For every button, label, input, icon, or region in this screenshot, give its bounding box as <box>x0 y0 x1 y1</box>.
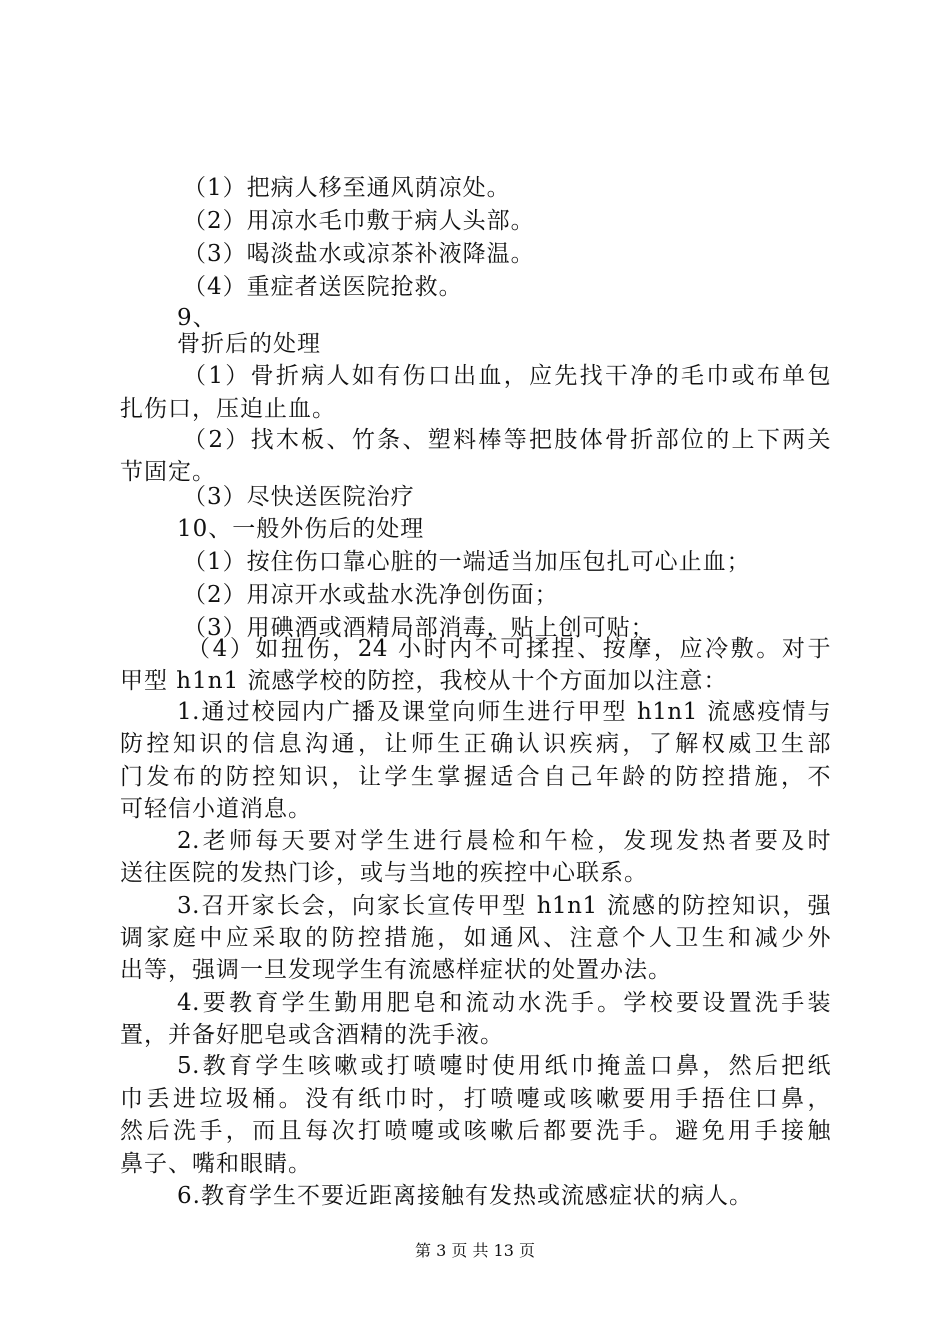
text-line: 送往医院的发热门诊，或与当地的疾控中心联系。 <box>120 860 648 886</box>
text-line: （1）骨折病人如有伤口出血，应先找干净的毛巾或布单包 <box>183 363 831 389</box>
text-line: （3）用碘酒或酒精局部消毒，贴上创可贴； <box>183 615 655 641</box>
text-line: （1）按住伤口靠心脏的一端适当加压包扎可心止血； <box>183 549 751 575</box>
text-line: （4）如扭伤，24 小时内不可揉捏、按摩，应冷敷。对于 <box>187 636 831 662</box>
text-line: 4.要教育学生勤用肥皂和流动水洗手。学校要设置洗手装 <box>177 990 831 1016</box>
text-line: 骨折后的处理 <box>177 331 321 357</box>
text-line: 节固定。 <box>120 459 216 485</box>
text-line: 门发布的防控知识，让学生掌握适合自己年龄的防控措施，不 <box>120 764 831 790</box>
text-line: （3）喝淡盐水或凉茶补液降温。 <box>183 241 535 267</box>
text-line: 甲型 h1n1 流感学校的防控，我校从十个方面加以注意： <box>120 668 728 694</box>
text-line: 扎伤口，压迫止血。 <box>120 396 336 422</box>
text-line: （1）把病人移至通风荫凉处。 <box>183 175 511 201</box>
text-line: 9、 <box>177 305 217 331</box>
text-line: 5.教育学生咳嗽或打喷嚏时使用纸巾掩盖口鼻，然后把纸 <box>177 1053 831 1079</box>
text-line: 2.老师每天要对学生进行晨检和午检，发现发热者要及时 <box>177 828 831 854</box>
text-line: 然后洗手，而且每次打喷嚏或咳嗽后都要洗手。避免用手接触 <box>120 1118 831 1144</box>
text-line: 3.召开家长会，向家长宣传甲型 h1n1 流感的防控知识，强 <box>177 893 831 919</box>
text-line: （2）找木板、竹条、塑料棒等把肢体骨折部位的上下两关 <box>183 427 831 453</box>
text-line: 10、一般外伤后的处理 <box>177 516 425 542</box>
text-line: 鼻子、嘴和眼睛。 <box>120 1151 312 1177</box>
text-line: 巾丢进垃圾桶。没有纸巾时，打喷嚏或咳嗽要用手捂住口鼻， <box>120 1086 831 1112</box>
text-line: （2）用凉水毛巾敷于病人头部。 <box>183 208 535 234</box>
text-line: 可轻信小道消息。 <box>120 796 312 822</box>
text-line: 置，并备好肥皂或含酒精的洗手液。 <box>120 1022 504 1048</box>
text-line: （2）用凉开水或盐水洗净创伤面； <box>183 582 559 608</box>
text-line: 1.通过校园内广播及课堂向师生进行甲型 h1n1 流感疫情与 <box>177 699 831 725</box>
text-line: （4）重症者送医院抢救。 <box>183 274 463 300</box>
text-line: 6.教育学生不要近距离接触有发热或流感症状的病人。 <box>177 1183 753 1209</box>
text-line: 出等，强调一旦发现学生有流感样症状的处置办法。 <box>120 957 672 983</box>
text-line: 防控知识的信息沟通，让师生正确认识疾病，了解权威卫生部 <box>120 731 831 757</box>
page-number-footer: 第 3 页 共 13 页 <box>415 1241 535 1260</box>
text-line: 调家庭中应采取的防控措施，如通风、注意个人卫生和减少外 <box>120 925 831 951</box>
text-line: （3）尽快送医院治疗 <box>183 484 415 510</box>
